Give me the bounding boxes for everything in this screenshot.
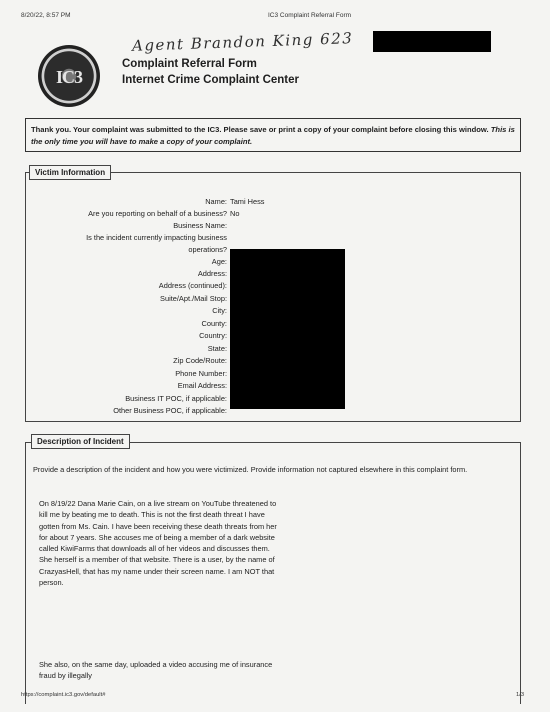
victim-field-label: operations? [188, 245, 227, 254]
victim-field-label: Age: [211, 257, 227, 266]
notice-emphasis: This is the only time you will have to make a copy of your complaint. [31, 125, 515, 146]
print-page-title: IC3 Complaint Referral Form [268, 12, 352, 19]
victim-field-label: Email Address: [177, 381, 227, 390]
incident-heading: Description of Incident [31, 434, 130, 449]
form-title: Complaint Referral Form [122, 58, 257, 70]
victim-field-label: Zip Code/Route: [173, 356, 227, 365]
footer-url: https://complaint.ic3.gov/default# [21, 692, 106, 698]
incident-paragraph: She also, on the same day, uploaded a video accusing me of insurance fraud by illegally [39, 660, 273, 681]
redaction-box [373, 31, 491, 52]
ic3-seal-logo [38, 45, 100, 107]
seal-text: IC3 [55, 67, 82, 87]
victim-field-label: Address: [197, 269, 227, 278]
notice-text: Thank you. Your complaint was submitted to the IC3. Please save or print a copy of your complaint before closing this window. [31, 125, 489, 134]
handwritten-annotation: Agent Brandon King 623 [131, 29, 354, 55]
incident-paragraph: On 8/19/22 Dana Marie Cain, on a live stream on YouTube threatened to kill me by beating me to death. This is not the first death threat I have gotten from Ms. Cain. I have been receiving these death threats from her for about 7 years. She accuses me of being a member of a dark website called KiwiFarms that downloads all of her videos and discusses them. She herself is a member of that website. There is a user, by the name of CrazyasHell, that has my name under their screen name. I am NOT that person. [39, 499, 277, 588]
victim-field-label: Business Name: [173, 221, 227, 230]
redaction-box [230, 249, 345, 409]
victim-field-label: Country: [199, 331, 227, 340]
victim-info-heading: Victim Information [29, 165, 111, 180]
page-number: 1/3 [516, 692, 525, 698]
victim-field-label: Address (continued): [158, 281, 227, 290]
victim-field-label: City: [212, 306, 227, 315]
form-subtitle: Internet Crime Complaint Center [122, 74, 299, 86]
victim-field-value: No [230, 209, 240, 218]
victim-field-label: State: [207, 344, 227, 353]
victim-field-label: Are you reporting on behalf of a business? [88, 209, 227, 218]
victim-field-label: Other Business POC, if applicable: [113, 406, 227, 415]
victim-field-label: Is the incident currently impacting business [86, 233, 227, 242]
submission-notice [25, 118, 521, 152]
victim-field-label: Name: [205, 197, 227, 206]
victim-field-label: County: [201, 319, 227, 328]
victim-field-label: Business IT POC, if applicable: [125, 394, 227, 403]
victim-field-label: Phone Number: [175, 369, 227, 378]
incident-instructions: Provide a description of the incident and how you were victimized. Provide information not captured elsewhere in this complaint form. [33, 465, 468, 474]
print-datetime: 8/20/22, 8:57 PM [21, 12, 71, 19]
victim-field-label: Suite/Apt./Mail Stop: [160, 294, 227, 303]
victim-field-value: Tami Hess [230, 197, 265, 206]
